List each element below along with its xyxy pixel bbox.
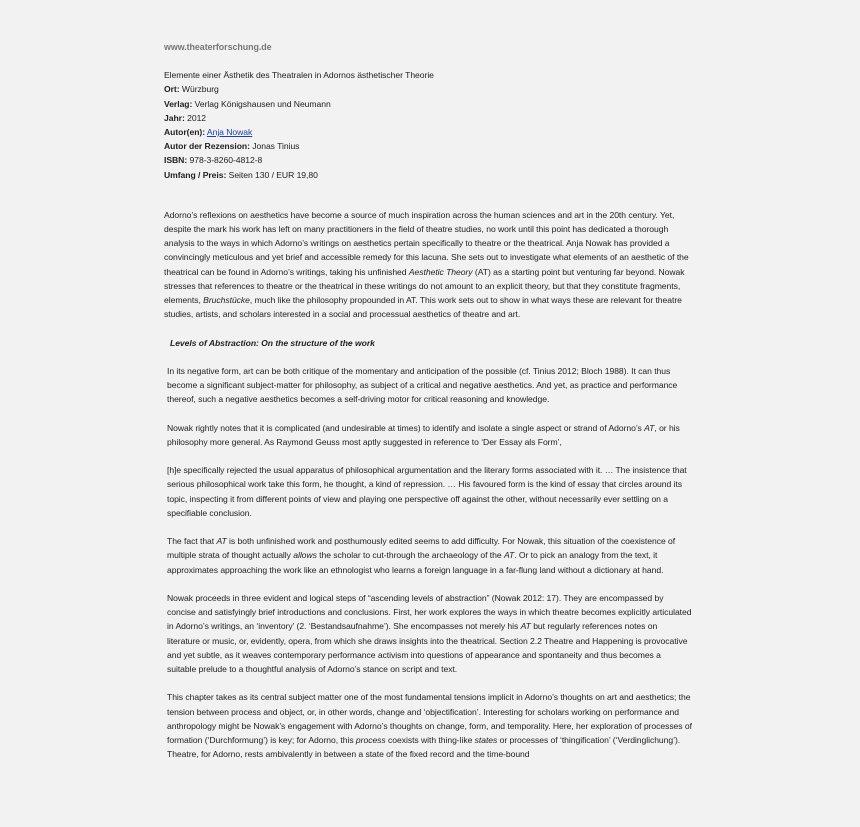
paragraph-nowak-notes: Nowak rightly notes that it is complicated (and undesirable at times) to identify and isolate a single aspect or strand of Adorno’s AT, or his philosophy more general. As Raymond Geuss most aptly suggested in reference to ‘Der Essay als Form’,: [167, 422, 680, 447]
meta-umfang: [164, 168, 692, 182]
meta-isbn-value: 978-3-8260-4812-8: [189, 155, 263, 166]
meta-rezension-value: Jonas Tinius: [252, 141, 300, 152]
meta-verlag: [164, 97, 692, 111]
meta-verlag-label: Verlag:: [164, 98, 193, 109]
paragraph-three-steps: Nowak proceeds in three evident and logical steps of “ascending levels of abstraction” (Nowak 2012: 17). They are encompassed by concise and satisfyingly brief introductions and conclusions. First, her work explores the ways in which theatre becomes explicitly articulated in Adorno’s writings, an ‘inventory’ (2. ‘Bestandsaufnahme’). She encompasses not merely his AT but regularly references notes on literature or music, or, evidently, opera, from which she draws insights into the theatrical. Section 2.2 Theatre and Happening is provocative and yet subtle, as it weaves contemporary performance activism into questions of appearance and spontaneity and thus becomes a suitable prelude to a thoughtful analysis of Adorno’s stance on script and text.: [167, 593, 692, 675]
meta-jahr: [164, 111, 692, 125]
paragraph-chapter-subject: This chapter takes as its central subject matter one of the most fundamental tensions implicit in Adorno’s thoughts on art and aesthetics; the tension between process and object, or, in other words, change and ‘objectification’. Interesting for scholars working on performance and anthropology might be Nowak’s engagement with Adorno’s thoughts on change, form, and temporality. Here, her exploration of processes of formation (‘Durchformung’) is key; for Adorno, this process coexists with thing-like states or processes of ‘thingification’ (‘Verdinglichung’). Theatre, for Adorno, rests ambivalently in between a state of the fixed record and the time-bound: [167, 692, 692, 760]
meta-rezension: [164, 139, 692, 153]
meta-autor-label: Autor(en):: [164, 127, 206, 138]
meta-ort-value: Würzburg: [181, 84, 219, 95]
meta-autor: [164, 125, 692, 139]
site-name: www.theaterforschung.de: [164, 42, 272, 52]
meta-umfang-label: Umfang / Preis:: [164, 169, 227, 180]
section-heading: Levels of Abstraction: On the structure of the work: [170, 337, 375, 348]
meta-umfang-value: Seiten 130 / EUR 19,80: [228, 169, 318, 180]
author-link[interactable]: Anja Nowak: [206, 127, 253, 138]
book-metadata: [164, 68, 692, 182]
paragraph-intro: Adorno’s reflexions on aesthetics have become a source of much inspiration across the human sciences and art in the 20th century. Yet, despite the mark his work has left on many practitioners in the field of theatre studies, no work until this point has dedicated a thorough analysis to the ways in which Adorno’s writings on aesthetics pertain specifically to theatre or the theatrical. Anja Nowak has provided a convincingly meticulous and yet brief and accessible remedy for this lacuna. She sets out to investigate what elements of an aesthetic of the theatrical can be found in Adorno’s writings, taking his unfinished Aesthetic Theory (AT) as a starting point but venturing far beyond. Nowak stresses that references to theatre or the theatrical in these writings do not amount to an explicit theory, but that they constitute fragments, elements, Bruchstücke, much like the philosophy propounded in AT. This work sets out to show in what ways these are relevant for theatre studies, artists, and scholars interested in a social and processual aesthetics of theatre and art.: [164, 209, 689, 320]
meta-rezension-label: Autor der Rezension:: [164, 141, 250, 152]
meta-isbn: [164, 153, 692, 167]
book-title: Elemente einer Ästhetik des Theatralen in Adornos ästhetischer Theorie: [164, 70, 434, 81]
paragraph-unfinished-work: The fact that AT is both unfinished work and posthumously edited seems to add difficulty. For Nowak, this situation of the coexistence of multiple strata of thought actually allows the scholar to cut-through the archaeology of the AT. Or to pick an analogy from the text, it approximates approaching the work like an ethnologist who learns a foreign language in a far-flung land without a dictionary at hand.: [167, 536, 676, 575]
meta-jahr-label: Jahr:: [164, 112, 185, 123]
meta-isbn-label: ISBN:: [164, 155, 188, 166]
meta-ort: [164, 82, 692, 96]
meta-ort-label: Ort:: [164, 84, 180, 95]
review-body: [164, 208, 692, 762]
paragraph-negative-form: In its negative form, art can be both critique of the momentary and anticipation of the possible (cf. Tinius 2012; Bloch 1988). It can thus become a significant subject-matter for philosophy, as subject of a critical and negative aesthetics. And yet, as practice and performance thereof, such a negative aesthetics becomes a self-driving motor for critical reasoning and knowledge.: [167, 365, 678, 405]
review-page: [164, 40, 692, 776]
meta-jahr-value: 2012: [187, 112, 207, 123]
block-quote-geuss: [h]e specifically rejected the usual apparatus of philosophical argumentation and the literary forms associated with it. … The insistence that serious philosophical work take this form, he thought, a kind of repression. … His favoured form is the kind of essay that circles around its topic, inspecting it from different points of view and playing one perspective off against the other, without necessarily ever settling on a specifiable conclusion.: [167, 465, 687, 518]
meta-verlag-value: Verlag Königshausen und Neumann: [194, 98, 331, 109]
